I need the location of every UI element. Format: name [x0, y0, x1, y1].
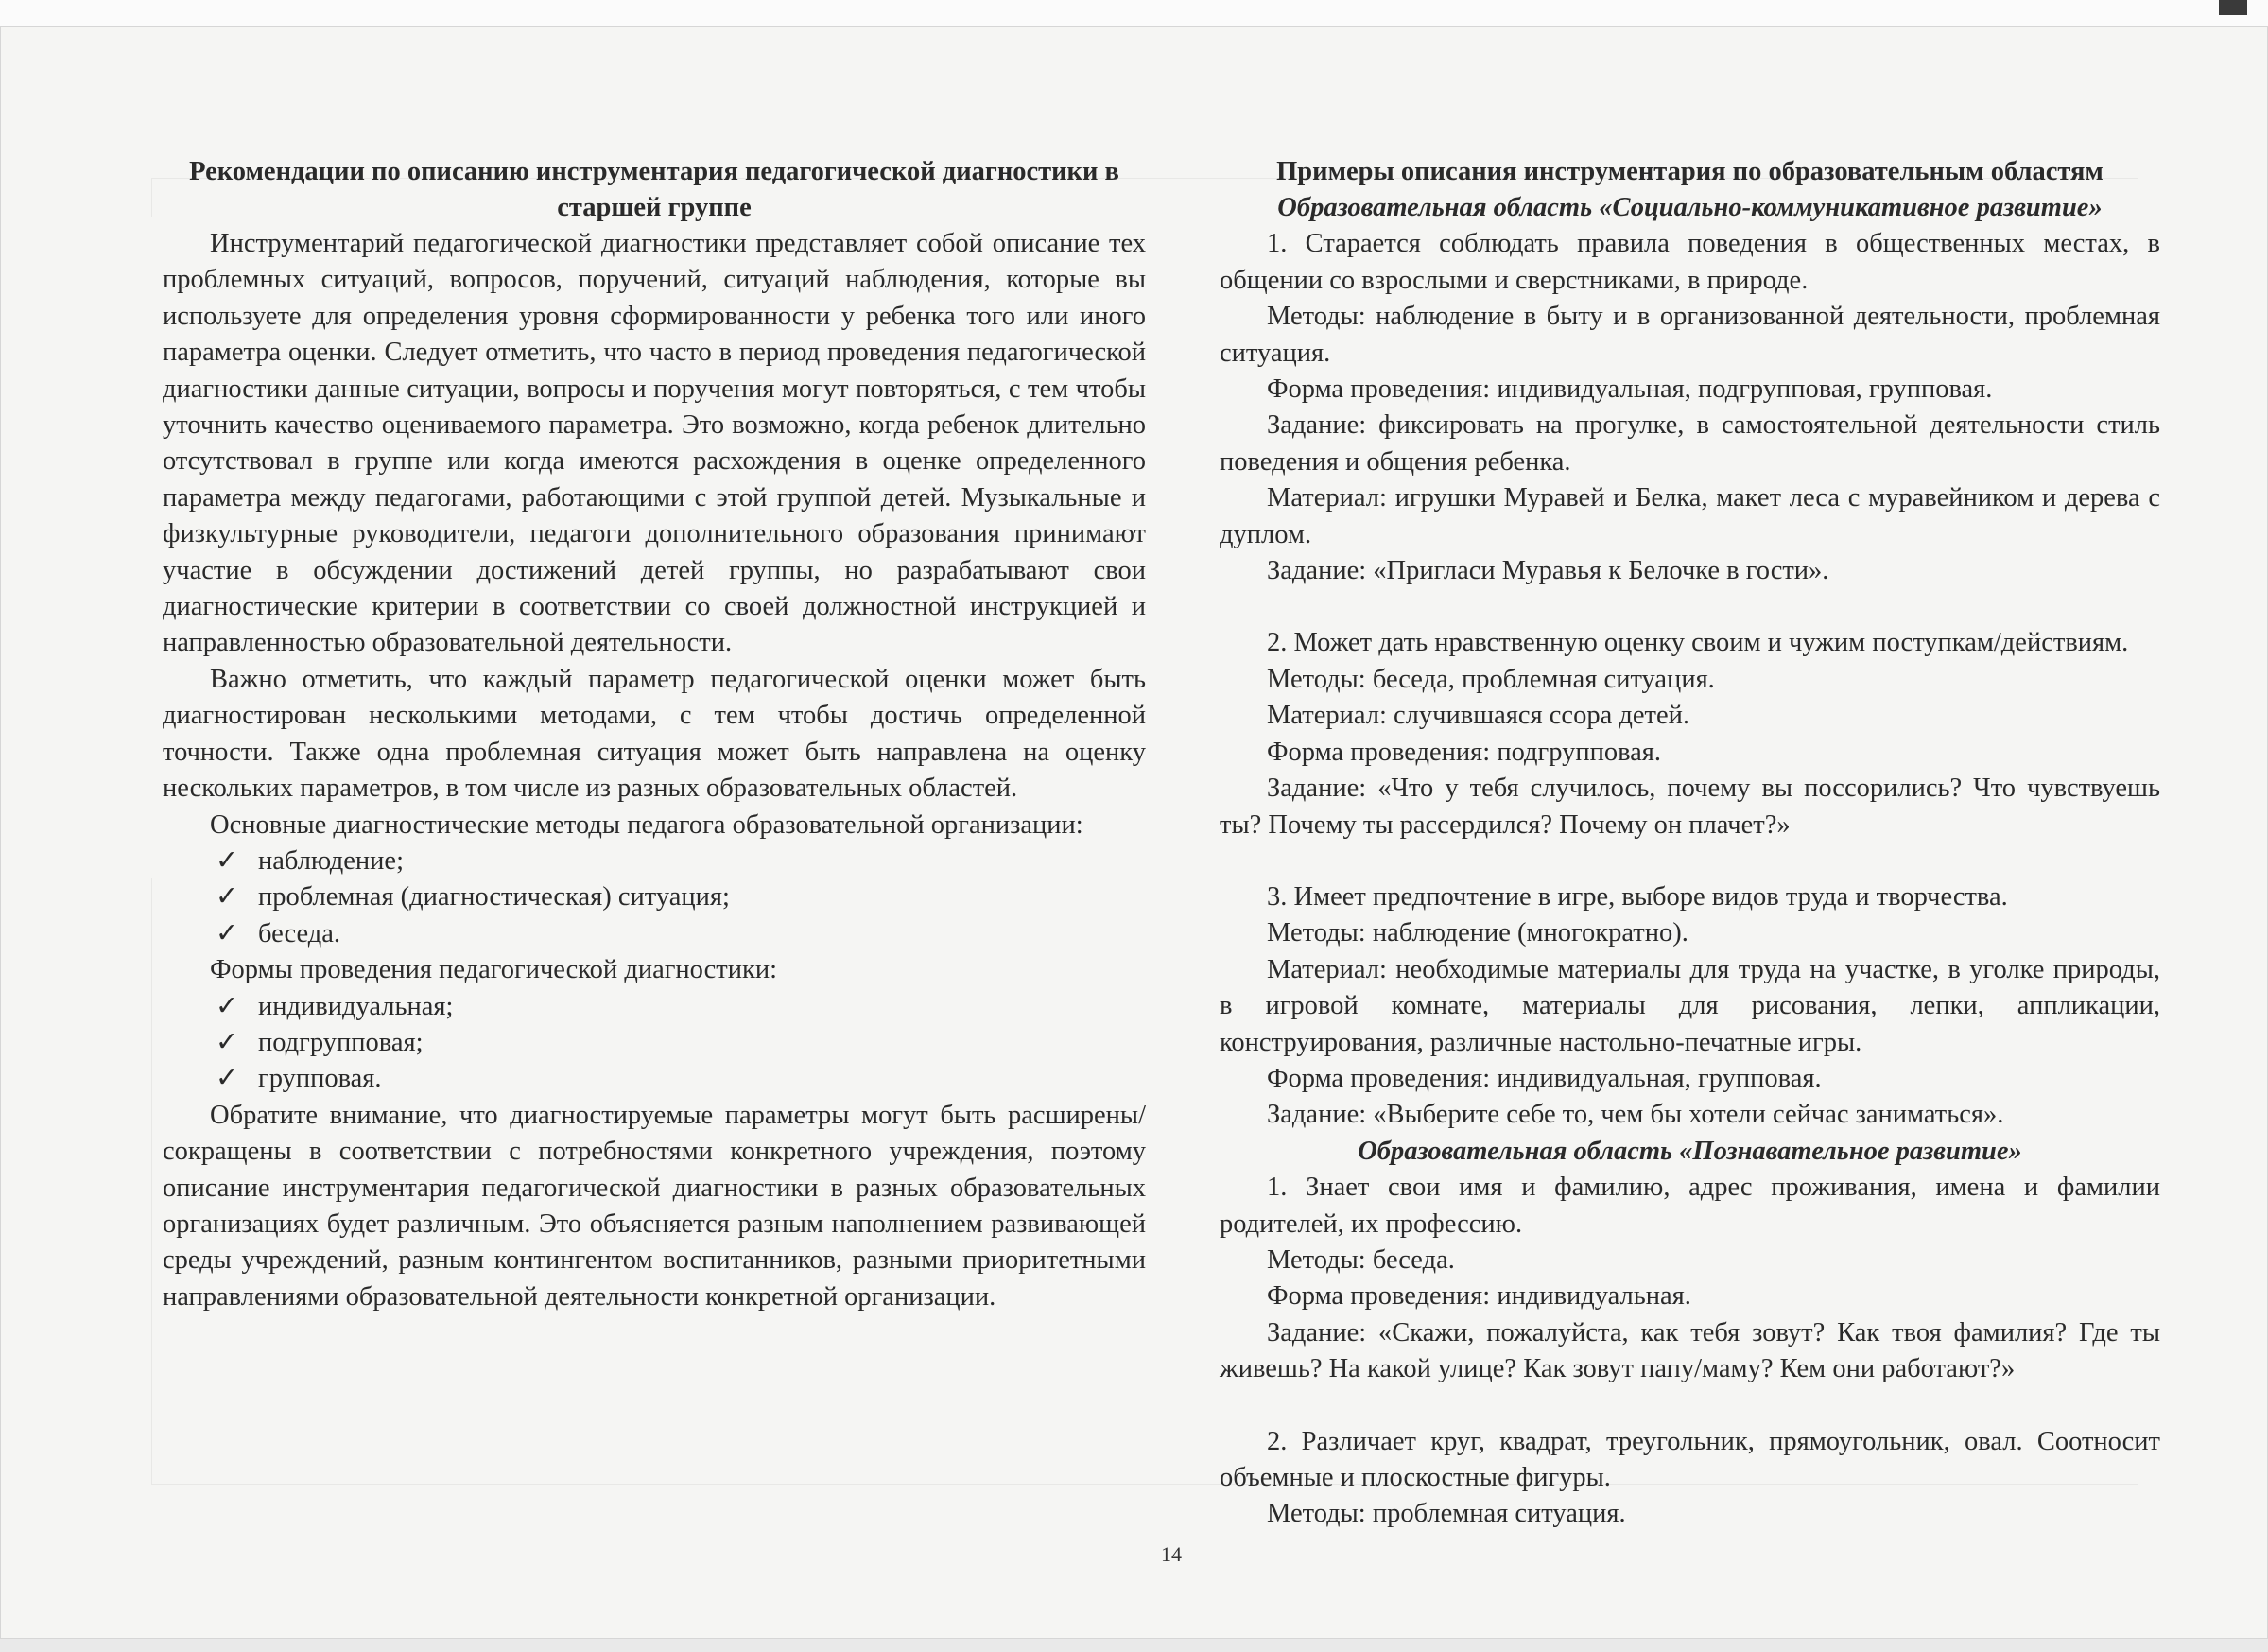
area-heading: Образовательная область «Социально-коммуникативное развитие»	[1277, 193, 2103, 222]
list-item: ✓ индивидуальная;	[216, 989, 1146, 1025]
form-text: Форма проведения: подгрупповая.	[1267, 737, 1662, 767]
list-item: ✓ проблемная (диагностическая) ситуация;	[216, 879, 1146, 915]
material-text: Материал: необходимые материалы для труда на участке, в уголке природы, в игровой комнате, материалы для рисования, лепки, аппликации, конструирования, различные настольно-печатные игры.	[1220, 954, 2160, 1057]
methods-text: Методы: наблюдение (многократно).	[1267, 918, 1688, 948]
task-text: Задание: «Скажи, пожалуйста, как тебя зовут? Как твоя фамилия? Где ты живешь? На какой улице? Как зовут папу/маму? Кем они работают?»	[1220, 1317, 2160, 1384]
right-page	[1220, 154, 2160, 1533]
material-text: Материал: игрушки Муравей и Белка, макет леса с муравейником и дерева с дуплом.	[1220, 483, 2160, 549]
form-text: Форма проведения: индивидуальная, групповая.	[1267, 1063, 1822, 1093]
material-text: Материал: случившаяся ссора детей.	[1267, 701, 1689, 731]
checkmark-icon: ✓	[216, 1064, 238, 1094]
list-item: ✓ беседа.	[216, 916, 1146, 952]
checkmark-icon: ✓	[216, 882, 238, 913]
scan-corner-mark	[2219, 0, 2247, 15]
forms-list	[163, 989, 1146, 1098]
methods-text: Методы: беседа.	[1267, 1244, 1455, 1275]
methods-text: Методы: проблемная ситуация.	[1267, 1499, 1626, 1529]
right-page-title: Примеры описания инструментария по образовательным областям	[1276, 157, 2104, 186]
checkmark-icon: ✓	[216, 991, 238, 1021]
left-page	[163, 154, 1146, 1315]
list-item: ✓ наблюдение;	[216, 843, 1146, 879]
item-text: 1. Старается соблюдать правила поведения в общественных местах, в общении со взрослыми и сверстниками, в природе.	[1220, 229, 2160, 295]
scan-top-edge	[0, 0, 2268, 28]
list-item: ✓ подгрупповая;	[216, 1025, 1146, 1061]
task-text: Задание: «Что у тебя случилось, почему вы поссорились? Что чувствуешь ты? Почему ты рассердился? Почему он плачет?»	[1220, 774, 2160, 840]
form-text: Форма проведения: индивидуальная, подгрупповая, групповая.	[1267, 374, 1993, 405]
left-paragraph-3: Основные диагностические методы педагога образовательной организации:	[210, 809, 1083, 840]
checkmark-icon: ✓	[216, 918, 238, 948]
methods-text: Методы: наблюдение в быту и в организованной деятельности, проблемная ситуация.	[1220, 302, 2160, 368]
task-text: Задание: «Выберите себе то, чем бы хотели сейчас заниматься».	[1267, 1100, 2004, 1130]
item-text: 2. Различает круг, квадрат, треугольник, прямоугольник, овал. Соотносит объемные и плоскостные фигуры.	[1220, 1426, 2160, 1492]
item-text: 3. Имеет предпочтение в игре, выборе видов труда и творчества.	[1267, 881, 2008, 912]
task-text: Задание: «Пригласи Муравья к Белочке в гости».	[1267, 556, 1829, 586]
item-text: 2. Может дать нравственную оценку своим и чужим поступкам/действиям.	[1267, 628, 2129, 658]
methods-list	[163, 843, 1146, 952]
checkmark-icon: ✓	[216, 1027, 238, 1057]
item-text: 1. Знает свои имя и фамилию, адрес проживания, имена и фамилии родителей, их профессию.	[1220, 1173, 2160, 1239]
left-paragraph-4: Обратите внимание, что диагностируемые параметры могут быть расширены/сокращены в соответствии с потребностями конкретного учреждения, поэтому описание инструментария педагогической диагностики в разных образовательных организациях будет различным. Это объясняется разным наполнением развивающей среды учреждений, разным контингентом воспитанников, разными приоритетными направлениями образовательной деятельности конкретной организации.	[163, 1100, 1146, 1312]
list-item: ✓ групповая.	[216, 1061, 1146, 1097]
forms-heading: Формы проведения педагогической диагностики:	[210, 955, 777, 985]
page-number: 14	[1161, 1542, 1182, 1566]
book-spread	[0, 26, 2268, 1639]
checkmark-icon: ✓	[216, 845, 238, 876]
task-text: Задание: фиксировать на прогулке, в самостоятельной деятельности стиль поведения и общения ребенка.	[1220, 410, 2160, 477]
form-text: Форма проведения: индивидуальная.	[1267, 1281, 1691, 1312]
left-page-title: Рекомендации по описанию инструментария педагогической диагностики в старшей группе	[189, 157, 1119, 222]
methods-text: Методы: беседа, проблемная ситуация.	[1267, 664, 1715, 694]
area-heading: Образовательная область «Познавательное развитие»	[1358, 1136, 2022, 1166]
left-paragraph-2: Важно отметить, что каждый параметр педагогической оценки может быть диагностирован несколькими методами, с тем чтобы достичь определенной точности. Также одна проблемная ситуация может быть направлена на оценку нескольких параметров, в том числе из разных образовательных областей.	[163, 664, 1146, 804]
left-paragraph-1: Инструментарий педагогической диагностики представляет собой описание тех проблемных ситуаций, вопросов, поручений, ситуаций наблюдения, которые вы используете для определения уровня сформированности у ребенка того или иного параметра оценки. Следует отметить, что часто в период проведения педагогической диагностики данные ситуации, вопросы и поручения могут повторяться, с тем чтобы уточнить качество оцениваемого параметра. Это возможно, когда ребенок длительно отсутствовал в группе или когда имеются расхождения в оценке определенного параметра между педагогами, работающими с этой группой детей. Музыкальные и физкультурные руководители, педагоги дополнительного образования принимают участие в обсуждении достижений детей группы, но разрабатывают свои диагностические критерии в соответствии со своей должностной инструкцией и направленностью образовательной деятельности.	[163, 229, 1146, 658]
